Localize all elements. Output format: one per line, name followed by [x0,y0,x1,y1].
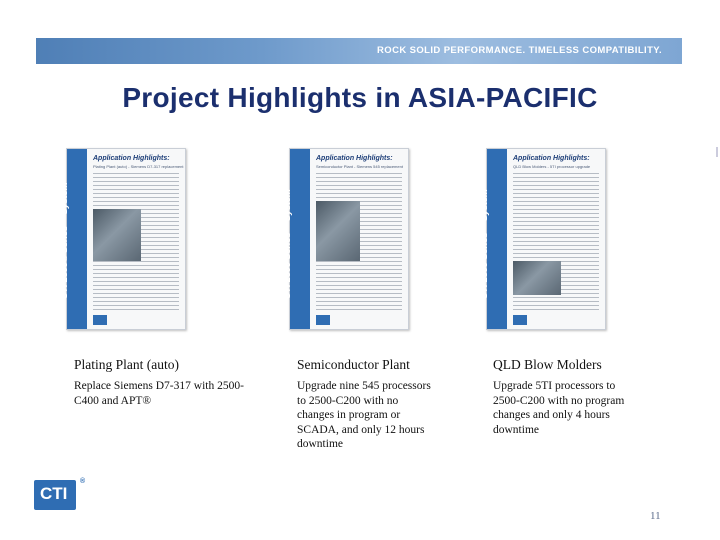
doc-header: Application Highlights: [93,155,170,162]
project-blow-molders [493,357,643,437]
project-heading: Semiconductor Plant [297,357,410,372]
document-thumbnail-plating[interactable] [59,148,186,330]
doc-photo [93,209,141,261]
document-thumbnail-blow-molders[interactable] [479,148,606,330]
doc-spine: CTI 2500 Series™ System [487,149,507,329]
doc-subheader: QLD Blow Molders - 5TI processor upgrade [513,164,591,169]
edge-marker [716,147,718,157]
doc-header: Application Highlights: [513,155,590,162]
project-semiconductor [297,357,437,452]
project-description: Upgrade 5TI processors to 2500-C200 with no program changes and only 4 hours downtime [493,380,625,436]
banner-tagline: ROCK SOLID PERFORMANCE. TIMELESS COMPATIBILITY. [377,45,662,56]
doc-subheader: Plating Plant (auto) - Siemens D7-317 replacement [93,164,184,169]
doc-logo [93,315,107,325]
doc-spine: CTI 2500 Series™ System [290,149,310,329]
header-banner [36,38,682,64]
doc-spine: CTI 2500® Series™ System [67,149,87,329]
page-title: Project Highlights in ASIA-PACIFIC [122,82,598,113]
project-description: Upgrade nine 545 processors to 2500-C200 with no changes in program or SCADA, and only 12 hours downtime [297,380,431,450]
document-thumbnail-semiconductor[interactable] [282,148,409,330]
page-number: 11 [650,510,661,522]
doc-header: Application Highlights: [316,155,393,162]
project-description: Replace Siemens D7-317 with 2500-C400 and APT® [74,380,244,407]
doc-logo [513,315,527,325]
doc-logo [316,315,330,325]
doc-photo [513,261,561,295]
cti-logo: CTI ® [34,480,76,510]
project-plating [74,357,244,408]
project-heading: Plating Plant (auto) [74,357,179,372]
project-heading: QLD Blow Molders [493,357,602,372]
doc-subheader: Semiconductor Plant - Siemens 545 replacement [316,164,403,169]
doc-photo [316,201,360,261]
